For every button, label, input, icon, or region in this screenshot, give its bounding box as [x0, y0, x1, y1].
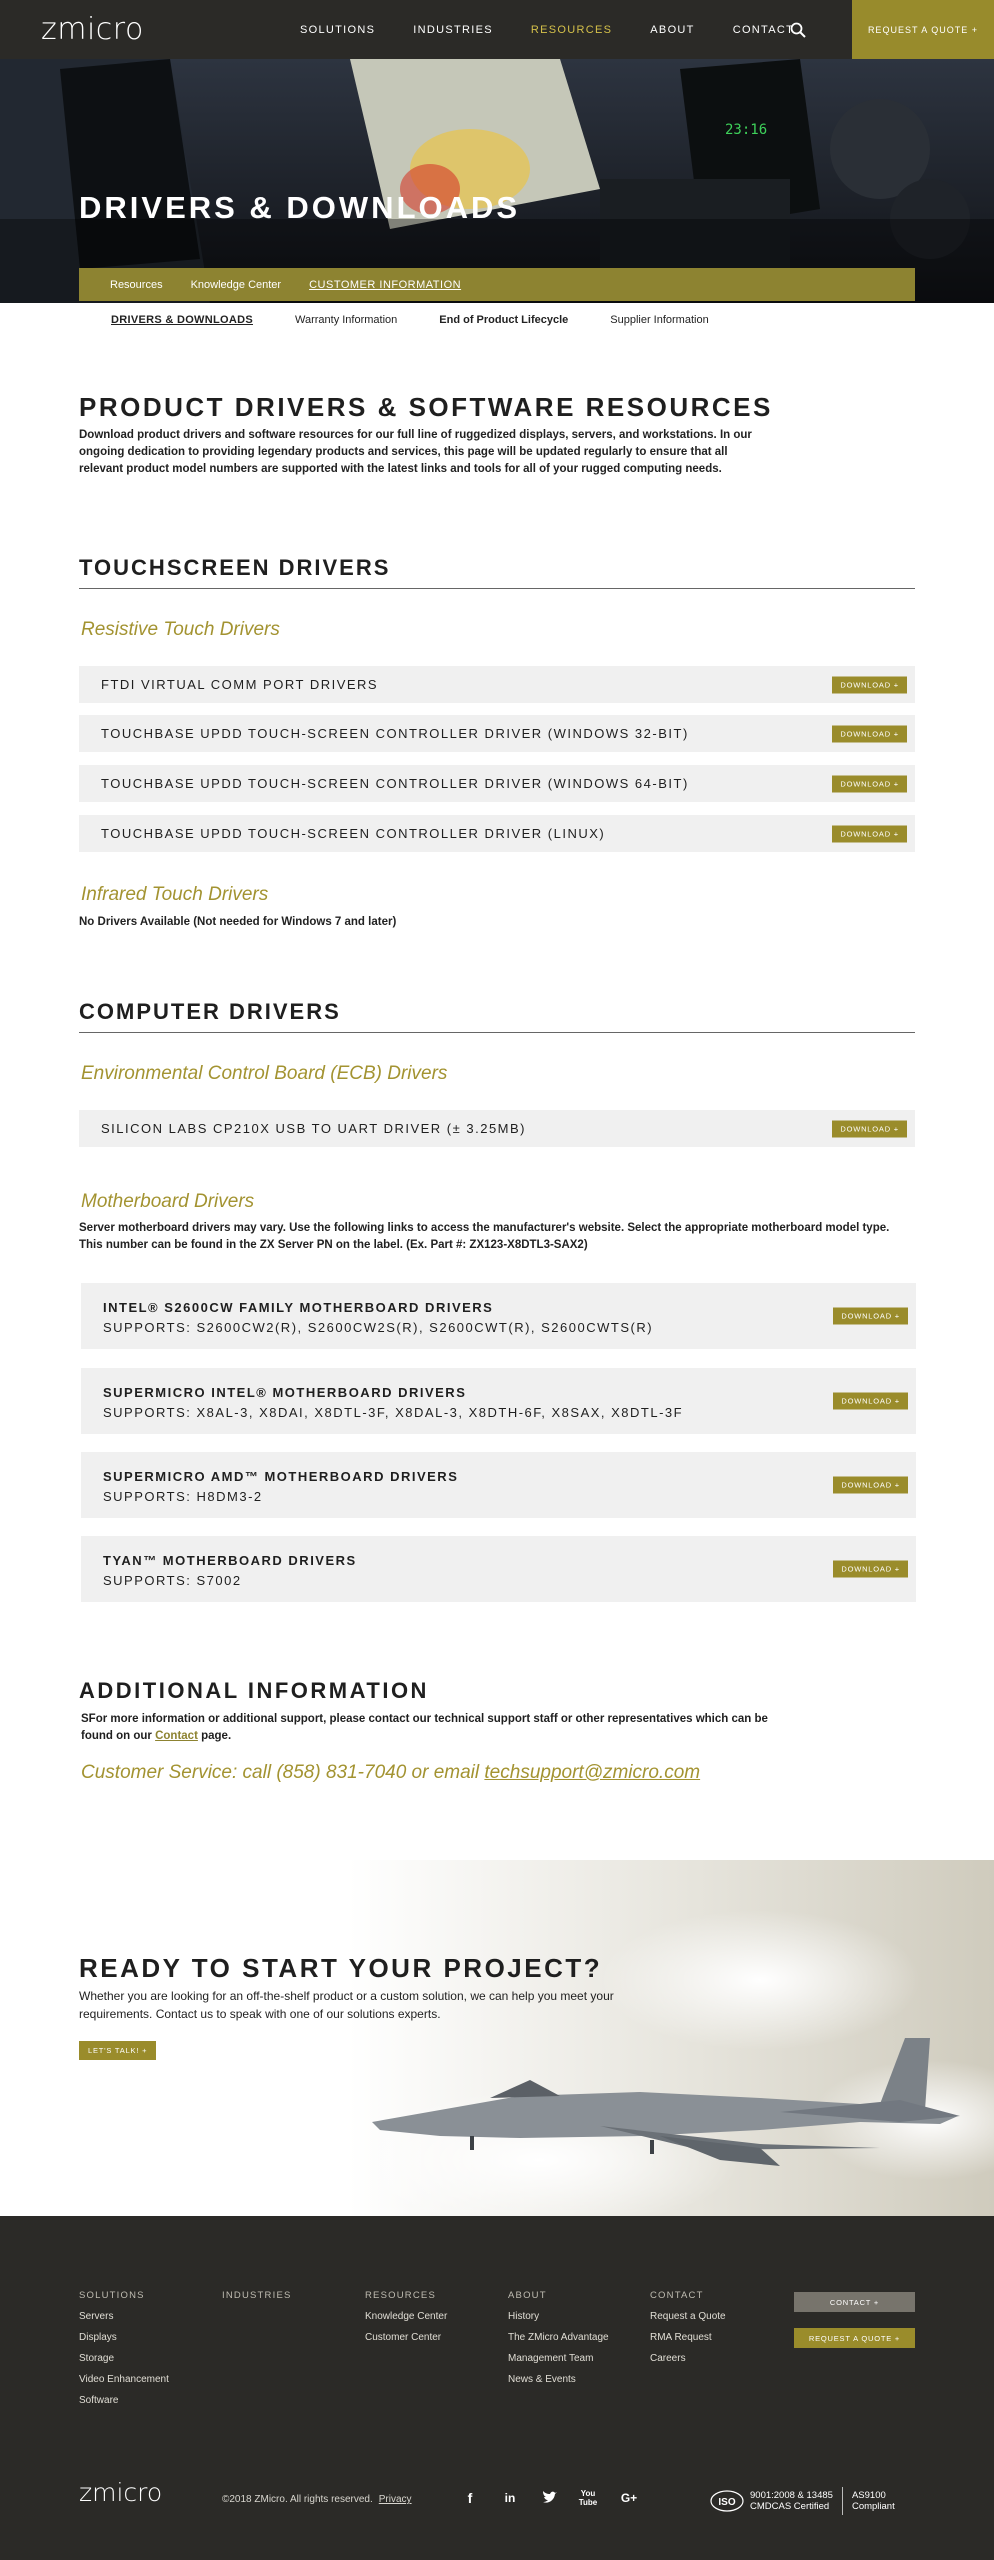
driver-row: [79, 715, 915, 752]
hero-banner: [0, 59, 994, 303]
sub-nav: [79, 268, 915, 301]
youtube-icon[interactable]: You Tube: [578, 2489, 598, 2507]
motherboard-name: TYAN™ MOTHERBOARD DRIVERS: [103, 1553, 357, 1568]
footer-col-industries: [222, 2290, 292, 2311]
computer-heading: COMPUTER DRIVERS: [79, 999, 915, 1033]
motherboard-supports: SUPPORTS: X8AL-3, X8DAI, X8DTL-3F, X8DAL-3, X8DTH-6F, X8SAX, X8DTL-3F: [103, 1405, 684, 1420]
motherboard-row: [81, 1452, 916, 1518]
driver-row: [79, 666, 915, 703]
resistive-heading: Resistive Touch Drivers: [81, 619, 280, 640]
motherboard-heading: Motherboard Drivers: [81, 1191, 255, 1212]
nav-resources[interactable]: RESOURCES: [530, 23, 613, 36]
linkedin-icon[interactable]: in: [504, 2491, 516, 2505]
footer-contact-button[interactable]: CONTACT +: [794, 2292, 915, 2312]
as-cert-text: [852, 2490, 895, 2512]
footer-col-contact: [650, 2290, 726, 2374]
driver-label: SILICON LABS CP210X USB TO UART DRIVER (± 3.25MB): [101, 1121, 527, 1136]
iso-logo: [710, 2490, 744, 2512]
driver-label: TOUCHBASE UPDD TOUCH-SCREEN CONTROLLER DRIVER (LINUX): [101, 826, 606, 841]
additional-info-text: [81, 1711, 781, 1745]
footer-heading[interactable]: CONTACT: [650, 2290, 704, 2301]
copyright-text: ©2018 ZMicro. All rights reserved.: [222, 2494, 373, 2505]
footer-request-quote-button[interactable]: REQUEST A QUOTE +: [794, 2328, 915, 2348]
customer-service-text: Customer Service: call (858) 831-7040 or email: [81, 1762, 485, 1783]
driver-label: FTDI VIRTUAL COMM PORT DRIVERS: [101, 677, 379, 692]
touchscreen-heading: TOUCHSCREEN DRIVERS: [79, 555, 915, 589]
nav-contact[interactable]: CONTACT: [732, 23, 795, 36]
logo[interactable]: zmicro: [41, 12, 144, 47]
cert-line-3: AS9100: [851, 2490, 886, 2501]
cta-section: [0, 1860, 994, 2216]
download-button[interactable]: DOWNLOAD +: [832, 676, 907, 693]
footer-link[interactable]: Servers: [79, 2311, 114, 2322]
footer-col-solutions: [79, 2290, 169, 2416]
privacy-link[interactable]: Privacy: [378, 2494, 412, 2505]
section-nav: [111, 314, 751, 326]
download-button[interactable]: DOWNLOAD +: [832, 825, 907, 842]
subnav-knowledge-center[interactable]: Knowledge Center: [190, 278, 282, 291]
download-button[interactable]: DOWNLOAD +: [833, 1308, 908, 1325]
subnav-resources[interactable]: Resources: [110, 278, 163, 291]
cta-text: Whether you are looking for an off-the-shelf product or a custom solution, we can help you meet your requirements. Contact us to speak with one of our solutions experts.: [79, 1989, 614, 2021]
footer-link[interactable]: Storage: [79, 2353, 115, 2364]
footer-link[interactable]: Request a Quote: [650, 2311, 726, 2322]
download-button[interactable]: DOWNLOAD +: [833, 1393, 908, 1410]
footer-link[interactable]: Careers: [650, 2353, 686, 2364]
additional-info-heading: ADDITIONAL INFORMATION: [79, 1678, 429, 1703]
infrared-note: No Drivers Available (Not needed for Windows 7 and later): [79, 916, 397, 928]
ecb-heading: Environmental Control Board (ECB) Drivers: [81, 1063, 448, 1084]
footer-link[interactable]: The ZMicro Advantage: [508, 2332, 609, 2343]
iso-cert-text: [750, 2490, 833, 2512]
customer-service-line: [81, 1762, 700, 1784]
tab-end-of-product-lifecycle[interactable]: End of Product Lifecycle: [439, 314, 569, 326]
request-quote-button[interactable]: REQUEST A QUOTE +: [852, 0, 994, 59]
certification-badges: [710, 2486, 895, 2516]
tab-warranty-information[interactable]: Warranty Information: [294, 314, 398, 326]
motherboard-supports: SUPPORTS: S2600CW2(R), S2600CW2S(R), S2600CWT(R), S2600CWTS(R): [103, 1320, 654, 1335]
google-plus-icon[interactable]: G+: [620, 2491, 638, 2505]
motherboard-row: [81, 1536, 916, 1602]
download-button[interactable]: DOWNLOAD +: [832, 725, 907, 742]
jet-sky-image: [0, 1860, 994, 2216]
motherboard-name: SUPERMICRO AMD™ MOTHERBOARD DRIVERS: [103, 1469, 459, 1484]
subnav-customer-information[interactable]: CUSTOMER INFORMATION: [309, 278, 462, 291]
main-heading: PRODUCT DRIVERS & SOFTWARE RESOURCES: [79, 392, 773, 422]
contact-link[interactable]: Contact: [155, 1730, 198, 1742]
footer-heading[interactable]: SOLUTIONS: [79, 2290, 145, 2301]
intro-text: Download product drivers and software resources for our full line of ruggedized displays, servers, and workstations. In our ongoing dedication to providing legendary products and services, this page will be updated regularly to ensure that all relevant product model numbers are supported with the latest links and tools for all of your rugged computing needs.: [79, 429, 752, 475]
main-nav: [300, 0, 832, 59]
download-button[interactable]: DOWNLOAD +: [832, 775, 907, 792]
search-icon[interactable]: [790, 22, 806, 38]
lets-talk-button[interactable]: LET'S TALK! +: [79, 2041, 156, 2060]
driver-row: [79, 765, 915, 802]
svg-text:23:16: 23:16: [725, 122, 768, 138]
download-button[interactable]: DOWNLOAD +: [833, 1561, 908, 1578]
footer: [0, 2216, 994, 2560]
cta-heading: READY TO START YOUR PROJECT?: [79, 1953, 603, 1983]
nav-solutions[interactable]: SOLUTIONS: [300, 23, 376, 36]
driver-row: [79, 1110, 915, 1147]
support-email-link[interactable]: techsupport@zmicro.com: [484, 1762, 701, 1783]
footer-link[interactable]: RMA Request: [650, 2332, 712, 2343]
cert-line-2: CMDCAS Certified: [750, 2501, 830, 2512]
footer-link[interactable]: Video Enhancement: [79, 2374, 169, 2385]
download-button[interactable]: DOWNLOAD +: [833, 1477, 908, 1494]
motherboard-name: SUPERMICRO INTEL® MOTHERBOARD DRIVERS: [103, 1385, 467, 1400]
driver-label: TOUCHBASE UPDD TOUCH-SCREEN CONTROLLER DRIVER (WINDOWS 64-BIT): [101, 776, 689, 791]
motherboard-row: [81, 1283, 916, 1349]
footer-link[interactable]: Displays: [79, 2332, 117, 2343]
facebook-icon[interactable]: f: [467, 2490, 473, 2506]
motherboard-name: INTEL® S2600CW FAMILY MOTHERBOARD DRIVERS: [103, 1300, 494, 1315]
driver-label: TOUCHBASE UPDD TOUCH-SCREEN CONTROLLER DRIVER (WINDOWS 32-BIT): [101, 726, 689, 741]
additional-text-before: SFor more information or additional support, please contact our technical support staff or other representatives which can be found on our: [81, 1713, 768, 1742]
motherboard-row: [81, 1368, 916, 1434]
copyright: [222, 2494, 412, 2505]
footer-link[interactable]: Knowledge Center: [365, 2311, 448, 2322]
hero-cockpit-image: [0, 59, 994, 303]
footer-heading[interactable]: INDUSTRIES: [222, 2290, 292, 2301]
footer-link[interactable]: History: [508, 2311, 540, 2322]
nav-industries[interactable]: INDUSTRIES: [413, 23, 493, 36]
infrared-heading: Infrared Touch Drivers: [81, 884, 269, 905]
footer-link[interactable]: Software: [79, 2395, 119, 2406]
footer-heading[interactable]: ABOUT: [508, 2290, 547, 2301]
footer-logo[interactable]: zmicro: [79, 2478, 163, 2507]
motherboard-supports: SUPPORTS: S7002: [103, 1573, 242, 1588]
motherboard-supports: SUPPORTS: H8DM3-2: [103, 1489, 263, 1504]
cert-line-4: Compliant: [851, 2501, 895, 2512]
footer-col-about: [508, 2290, 609, 2395]
footer-link[interactable]: News & Events: [508, 2374, 576, 2385]
nav-about[interactable]: ABOUT: [650, 23, 695, 36]
driver-row: [79, 815, 915, 852]
motherboard-note: Server motherboard drivers may vary. Use the following links to access the manufacturer's website. Select the appropriate motherboard model type. This number can be found in the ZX Server PN on the label. (Ex. Part #: ZX123-X8DTL3-SAX2): [79, 1222, 890, 1251]
footer-heading[interactable]: RESOURCES: [365, 2290, 436, 2301]
svg-text:ISO: ISO: [718, 2497, 736, 2508]
tab-drivers-downloads[interactable]: DRIVERS & DOWNLOADS: [111, 314, 253, 326]
footer-link[interactable]: Management Team: [508, 2353, 594, 2364]
page-title: DRIVERS & DOWNLOADS: [79, 190, 521, 225]
tab-supplier-information[interactable]: Supplier Information: [610, 314, 709, 326]
twitter-icon[interactable]: [540, 2488, 560, 2508]
download-button[interactable]: DOWNLOAD +: [832, 1120, 907, 1137]
top-navbar: [0, 0, 994, 59]
cert-line-1: 9001:2008 & 13485: [750, 2490, 833, 2501]
additional-text-after: page.: [197, 1730, 232, 1742]
cert-divider: [842, 2487, 843, 2515]
footer-col-resources: [365, 2290, 447, 2353]
footer-link[interactable]: Customer Center: [365, 2332, 442, 2343]
